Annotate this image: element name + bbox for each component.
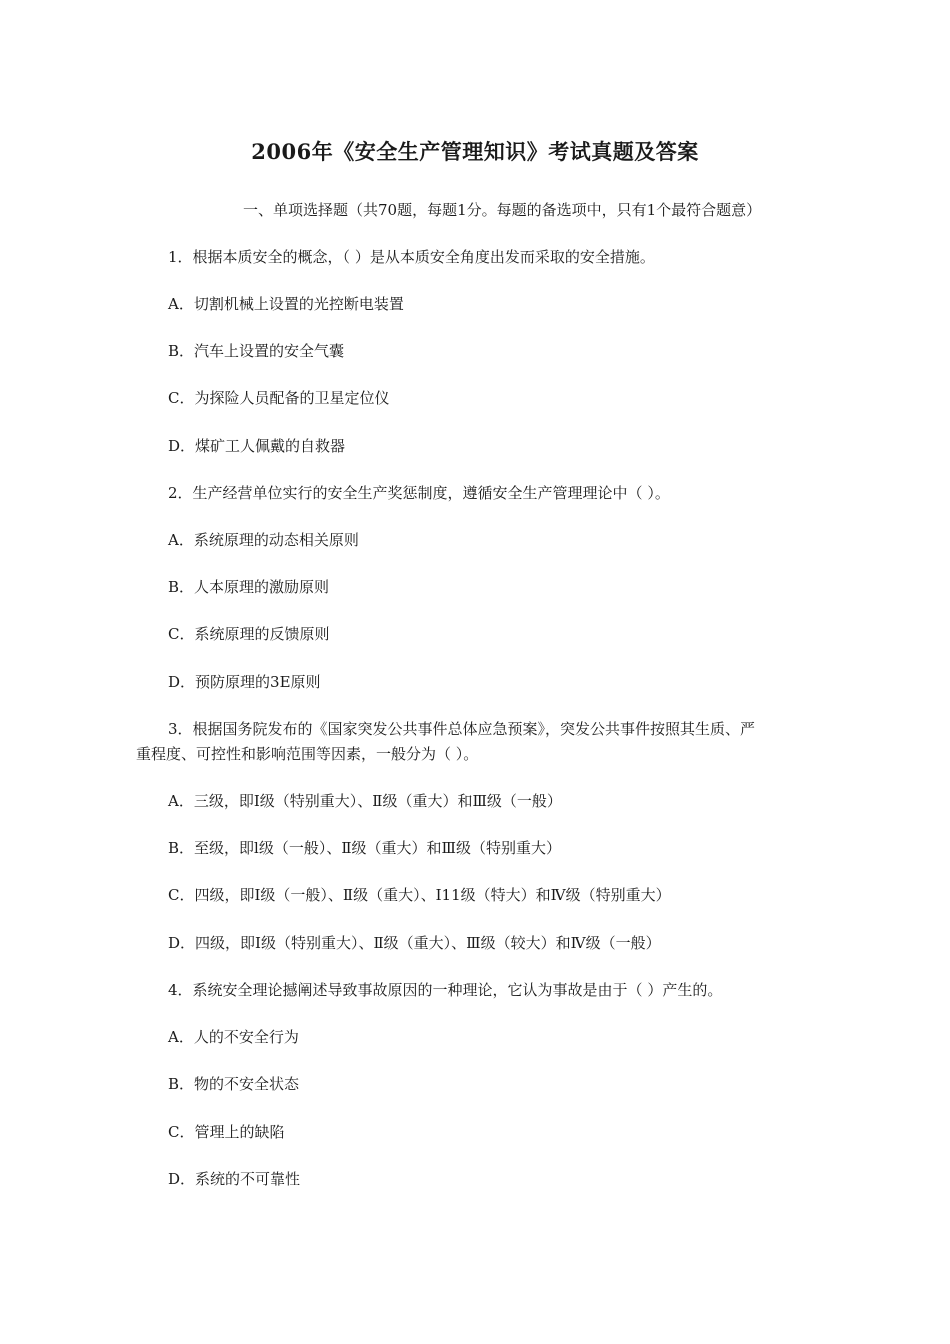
question-4-option-b: B．物的不安全状态 <box>168 1075 300 1093</box>
question-2-option-d: D．预防原理的3E原则 <box>168 673 321 691</box>
question-2-option-a: A．系统原理的动态相关原则 <box>168 531 359 549</box>
document-title: 2006年《安全生产管理知识》考试真题及答案 <box>251 139 699 164</box>
question-2-stem: 2．生产经营单位实行的安全生产奖惩制度，遵循安全生产管理理论中（ ）。 <box>168 484 670 502</box>
question-3-option-c: C．四级，即Ⅰ级（一般）、Ⅱ级（重大）、I11级（特大）和Ⅳ级（特别重大） <box>168 886 671 904</box>
question-3-option-d: D．四级，即Ⅰ级（特别重大）、Ⅱ级（重大）、Ⅲ级（较大）和Ⅳ级（一般） <box>168 934 661 952</box>
question-1-option-c: C．为探险人员配备的卫星定位仪 <box>168 389 390 407</box>
question-1-stem: 1．根据本质安全的概念，（ ）是从本质安全角度出发而采取的安全措施。 <box>168 248 655 266</box>
question-3-stem: 3．根据国务院发布的《国家突发公共事件总体应急预案》，突发公共事件按照其生质、严 <box>168 720 756 738</box>
question-3-option-b: B．至级，即l级（一般）、Ⅱ级（重大）和Ⅲ级（特别重大） <box>168 839 561 857</box>
question-3-stem-continued: 重程度、可控性和影响范围等因素，一般分为（ ）。 <box>136 745 479 763</box>
question-2-option-b: B．人本原理的激励原则 <box>168 578 330 596</box>
question-3-option-a: A．三级，即Ⅰ级（特别重大）、Ⅱ级（重大）和Ⅲ级（一般） <box>168 792 562 810</box>
question-4-option-c: C．管理上的缺陷 <box>168 1123 285 1141</box>
question-4-stem: 4．系统安全理论撼阐述导致事故原因的一种理论，它认为事故是由于（ ）产生的。 <box>168 981 723 999</box>
question-1-option-b: B．汽车上设置的安全气囊 <box>168 342 345 360</box>
question-1-option-d: D．煤矿工人佩戴的自救器 <box>168 437 346 455</box>
section-heading: 一、单项选择题（共70题，每题1分。每题的备选项中，只有1个最符合题意） <box>243 201 762 219</box>
question-4-option-d: D．系统的不可靠性 <box>168 1170 301 1188</box>
question-1-option-a: A．切割机械上设置的光控断电装置 <box>168 295 404 313</box>
question-2-option-c: C．系统原理的反馈原则 <box>168 625 330 643</box>
question-4-option-a: A．人的不安全行为 <box>168 1028 299 1046</box>
